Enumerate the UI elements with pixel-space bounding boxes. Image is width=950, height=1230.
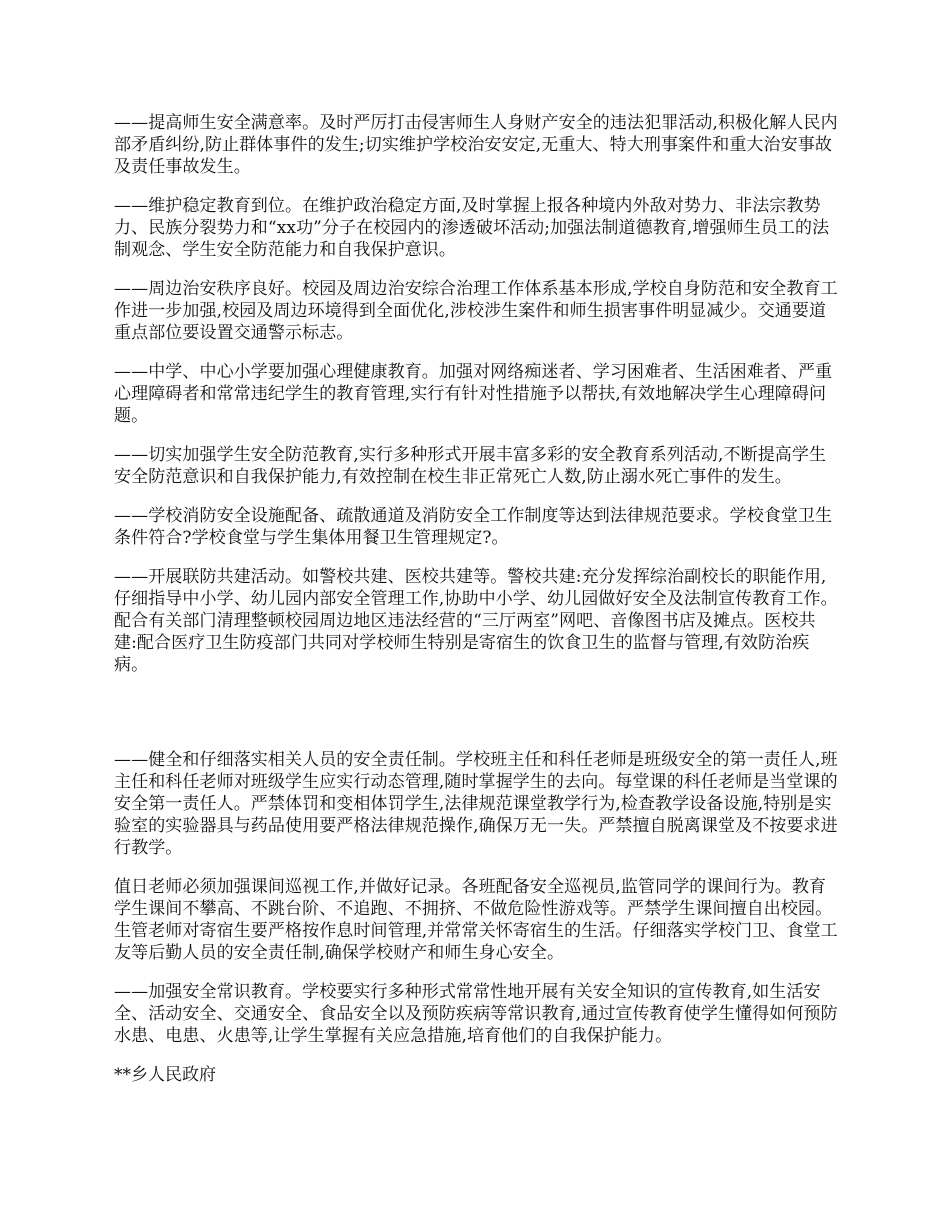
paragraph-safety-knowledge: ——加强安全常识教育。学校要实行多种形式常常性地开展有关安全知识的宣传教育,如生活安全、活动安全、交通安全、食品安全以及预防疾病等常识教育,通过宣传教育使学生懂得如何预防水患、电患、火患等,让学生掌握有关应急措施,培育他们的自我保护能力。	[114, 982, 838, 1046]
paragraph-mental-health: ——中学、中心小学要加强心理健康教育。加强对网络痴迷者、学习困难者、生活困难者、严重心理障碍者和常常违纪学生的教育管理,实行有针对性措施予以帮扶,有效地解决学生心理障碍问题。	[114, 362, 833, 426]
paragraph-satisfaction: ——提高师生安全满意率。及时严厉打击侵害师生人身财产安全的违法犯罪活动,积极化解人民内部矛盾纠纷,防止群体事件的发生;切实维护学校治安安定,无重大、特大刑事案件和重大治安事故及责任事故发生。	[114, 113, 838, 177]
signature: **乡人民政府	[114, 1065, 216, 1085]
paragraph-safety-prevention: ——切实加强学生安全防范教育,实行多种形式开展丰富多彩的安全教育系列活动,不断提高学生安全防范意识和自我保护能力,有效控制在校生非正常死亡人数,防止溺水死亡事件的发生。	[114, 445, 827, 487]
paragraph-joint-defense: ——开展联防共建活动。如警校共建、医校共建等。警校共建:充分发挥综治副校长的职能作用,仔细指导中小学、幼儿园内部安全管理工作,协助中小学、幼儿园做好安全及法制宣传教育工作。配合有关部门清理整顿校园周边地区违法经营的“三厅两室”网吧、音像图书店及摊点。医校共建:配合医疗卫生防疫部门共同对学校师生特别是寄宿生的饮食卫生的监督与管理,有效防治疾病。	[114, 567, 838, 675]
paragraph-responsibility-system: ——健全和仔细落实相关人员的安全责任制。学校班主任和科任老师是班级安全的第一责任人,班主任和科任老师对班级学生应实行动态管理,随时掌握学生的去向。每堂课的科任老师是当堂课的安全第一责任人。严禁体罚和变相体罚学生,法律规范课堂教学行为,检查教学设备设施,特别是实验室的实验器具与药品使用要严格法律规范操作,确保万无一失。严禁擅自脱离课堂及不按要求进行教学。	[114, 750, 838, 858]
paragraph-surrounding-security: ——周边治安秩序良好。校园及周边治安综合治理工作体系基本形成,学校自身防范和安全教育工作进一步加强,校园及周边环境得到全面优化,涉校涉生案件和师生损害事件明显减少。交通要道重点部位要设置交通警示标志。	[114, 279, 838, 343]
document-body	[114, 112, 838, 1086]
paragraph-fire-safety: ——学校消防安全设施配备、疏散通道及消防安全工作制度等达到法律规范要求。学校食堂卫生条件符合?学校食堂与学生集体用餐卫生管理规定?。	[114, 506, 833, 548]
section-gap	[114, 693, 838, 749]
paragraph-stability-education: ——维护稳定教育到位。在维护政治稳定方面,及时掌握上报各种境内外敌对势力、非法宗教势力、民族分裂势力和“xx功”分子在校园内的渗透破坏活动;加强法制道德教育,增强师生员工的法制观念、学生安全防范能力和自我保护意识。	[114, 196, 830, 260]
paragraph-duty-teacher: 值日老师必须加强课间巡视工作,并做好记录。各班配备安全巡视员,监管同学的课间行为。教育学生课间不攀高、不跳台阶、不追跑、不拥挤、不做危险性游戏等。严禁学生课间擅自出校园。生管老师对寄宿生要严格按作息时间管理,并常常关怀寄宿生的生活。仔细落实学校门卫、食堂工友等后勤人员的安全责任制,确保学校财产和师生身心安全。	[114, 877, 838, 963]
